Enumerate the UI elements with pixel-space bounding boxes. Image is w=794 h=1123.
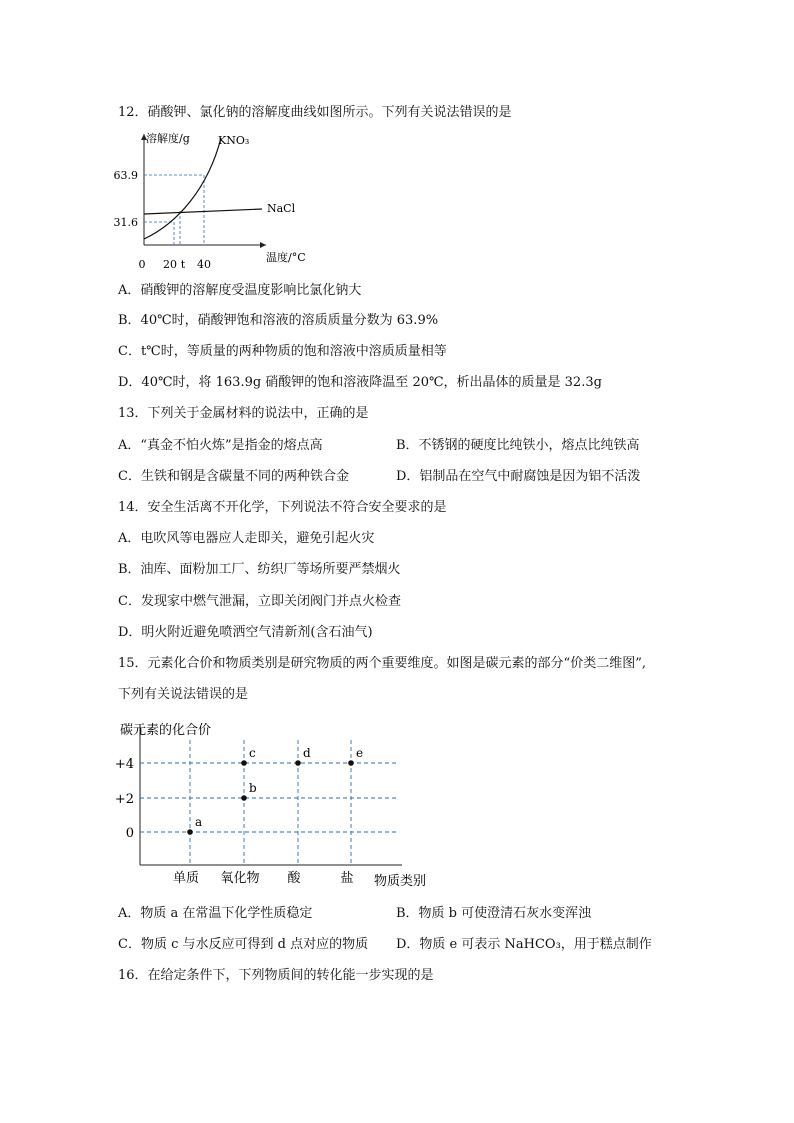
q13-option-c: C．生铁和钢是含碳量不同的两种铁合金 (118, 469, 349, 484)
point-label-d: d (303, 746, 311, 760)
q15-stem: 15．元素化合价和物质类别是研究物质的两个重要维度。如图是碳元素的部分“价类二维图”, (118, 656, 646, 671)
ytick-63-9: 63.9 (113, 169, 138, 182)
q14-option-c: C．发现家中燃气泄漏，立即关闭阀门并点火检查 (118, 594, 401, 609)
q12-stem: 12．硝酸钾、氯化钠的溶解度曲线如图所示。下列有关说法错误的是 (118, 105, 512, 120)
xtick-20: 20 (163, 258, 177, 271)
xtick-t: t (180, 258, 186, 271)
point-label-c: c (249, 746, 256, 760)
valence-class-chart (114, 714, 448, 894)
nacl-label: NaCl (267, 202, 296, 215)
point-b (241, 795, 247, 801)
point-label-a: a (195, 815, 203, 829)
point-label-e: e (356, 746, 364, 760)
ytick-plus4: +4 (114, 757, 134, 772)
xtick-salt: 盐 (340, 871, 354, 886)
q14-option-d: D．明火附近避免喷洒空气清新剂(含石油气) (118, 625, 373, 640)
q15-option-b: B．物质 b 可使澄清石灰水变浑浊 (396, 906, 592, 921)
xtick-elementary: 单质 (172, 871, 200, 886)
y-axis-title: 溶解度/g (146, 132, 190, 145)
xtick-oxide: 氧化物 (220, 871, 260, 886)
q15-option-d: D．物质 e 可表示 NaHCO₃，用于糕点制作 (396, 937, 652, 952)
solubility-chart (113, 128, 308, 273)
xtick-0: 0 (138, 258, 146, 271)
q15-stem-cont: 下列有关说法错误的是 (118, 687, 249, 702)
ytick-plus2: +2 (114, 792, 134, 807)
x-axis-arrow (260, 242, 266, 248)
point-c (241, 760, 247, 766)
xtick-40: 40 (197, 258, 211, 271)
q13-option-a: A．“真金不怕火炼”是指金的熔点高 (118, 438, 323, 453)
point-e (348, 760, 354, 766)
ytick-0: 0 (125, 826, 134, 841)
q16-stem: 16．在给定条件下，下列物质间的转化能一步实现的是 (118, 968, 434, 983)
x-axis-title: 温度/°C (266, 251, 306, 264)
point-d (295, 760, 301, 766)
x-axis-title: 物质类别 (374, 874, 427, 889)
q12-option-c: C．t℃时，等质量的两种物质的饱和溶液中溶质质量相等 (118, 344, 447, 359)
y-axis-title: 碳元素的化合价 (120, 723, 212, 738)
xtick-acid: 酸 (287, 871, 301, 886)
kno3-curve (144, 138, 221, 239)
q12-option-d: D．40℃时，将 163.9g 硝酸钾的饱和溶液降温至 20℃，析出晶体的质量是 32.3g (118, 375, 602, 390)
q14-stem: 14．安全生活离不开化学，下列说法不符合安全要求的是 (118, 500, 447, 515)
q13-stem: 13．下列关于金属材料的说法中，正确的是 (118, 406, 369, 421)
q12-option-b: B．40℃时，硝酸钾饱和溶液的溶质质量分数为 63.9% (118, 313, 439, 328)
point-a (187, 829, 193, 835)
q13-option-d: D．铝制品在空气中耐腐蚀是因为铝不活泼 (396, 469, 641, 484)
ytick-31-6: 31.6 (113, 216, 138, 229)
q13-option-b: B．不锈钢的硬度比纯铁小，熔点比纯铁高 (396, 438, 640, 453)
q15-option-c: C．物质 c 与水反应可得到 d 点对应的物质 (118, 937, 369, 952)
q14-option-b: B．油库、面粉加工厂、纺织厂等场所要严禁烟火 (118, 562, 401, 577)
q14-option-a: A．电吹风等电器应人走即关，避免引起火灾 (118, 531, 375, 546)
q15-option-a: A．物质 a 在常温下化学性质稳定 (118, 906, 313, 921)
point-label-b: b (249, 781, 257, 795)
kno3-label: KNO₃ (218, 134, 250, 147)
q12-option-a: A．硝酸钾的溶解度受温度影响比氯化钠大 (118, 283, 362, 298)
nacl-curve (144, 209, 262, 214)
